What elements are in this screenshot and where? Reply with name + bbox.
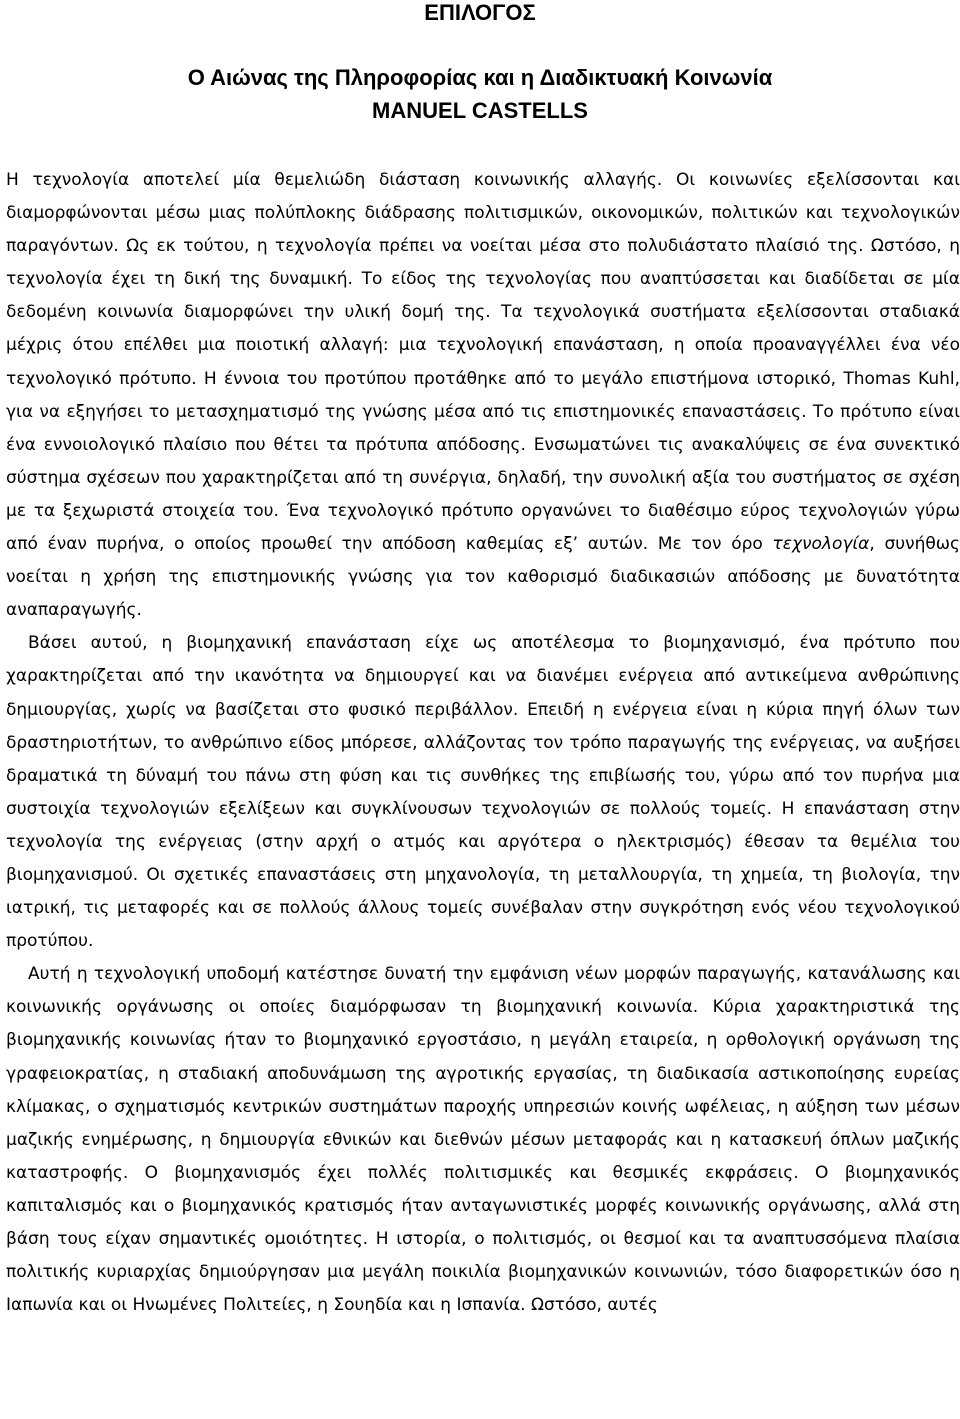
book-title: Ο Αιώνας της Πληροφορίας και η Διαδικτυακή Κοινωνία <box>187 65 773 90</box>
body-text <box>6 164 960 1322</box>
italic-term: τεχνολογία <box>772 534 870 555</box>
paragraph-1 <box>6 164 960 627</box>
epilogue-title: ΕΠΙΛΟΓΟΣ <box>424 0 536 25</box>
paragraph-1-text-end: , συνήθως νοείται η χρήση της επιστημονικής γνώσης για τον καθορισμό διαδικασιών απόδοσης με δυνατότητα αναπαραγωγής. <box>6 534 960 621</box>
author-name: MANUEL CASTELLS <box>372 98 588 123</box>
paragraph-3: Αυτή η τεχνολογική υποδομή κατέστησε δυνατή την εμφάνιση νέων μορφών παραγωγής, κατανάλωσης και κοινωνικής οργάνωσης οι οποίες διαμόρφωσαν τη βιομηχανική κοινωνία. Κύρια χαρακτηριστικά της βιομηχανικής κοινωνίας ήταν το βιομηχανικό εργοστάσιο, η μεγάλη εταιρεία, η ορθολογική οργάνωση της γραφειοκρατίας, η σταδιακή αποδυνάμωση της αγροτικής εργασίας, τη διαδικασία αστικοποίησης ευρείας κλίμακας, ο σχηματισμός κεντρικών συστημάτων παροχής υπηρεσιών κοινής ωφέλειας, η αύξηση των μέσων μαζικής ενημέρωσης, η δημιουργία εθνικών και διεθνών μέσων μεταφοράς και η κατασκευή όπλων μαζικής καταστροφής. Ο βιομηχανισμός έχει πολλές πολιτισμικές και θεσμικές εκφράσεις. Ο βιομηχανικός καπιταλισμός και ο βιομηχανικός κρατισμός ήταν ανταγωνιστικές μορφές κοινωνικής οργάνωσης, αλλά στη βάση τους είχαν σημαντικές ομοιότητες. Η ιστορία, ο πολιτισμός, οι θεσμοί και τα αναπτυσσόμενα πλαίσια πολιτικής κυριαρχίας δημιούργησαν μια μεγάλη ποικιλία βιομηχανικών κοινωνιών, τόσο διαφορετικών όσο η Ιαπωνία και οι Ηνωμένες Πολιτείες, η Σουηδία και η Ισπανία. Ωστόσο, αυτές <box>6 964 960 1316</box>
paragraph-2: Βάσει αυτού, η βιομηχανική επανάσταση είχε ως αποτέλεσμα το βιομηχανισμό, ένα πρότυπο που χαρακτηρίζεται από την ικανότητα να δημιουργεί και να διανέμει ενέργεια από αντικείμενα ανθρώπινης δημιουργίας, χωρίς να βασίζεται στο φυσικό περιβάλλον. Επειδή η ενέργεια είναι η κύρια πηγή όλων των δραστηριοτήτων, το ανθρώπινο είδος μπόρεσε, αλλάζοντας τον τρόπο παραγωγής της ενέργειας, να αυξήσει δραματικά τη δύναμή του πάνω στη φύση και τις συνθήκες της επιβίωσής του, γύρω από τον πυρήνα μια συστοιχία τεχνολογιών εξελίξεων και συγκλίνουσων τεχνολογιών σε πολλούς τομείς. Η επανάσταση στην τεχνολογία της ενέργειας (στην αρχή ο ατμός και αργότερα ο ηλεκτρισμός) έθεσαν τα θεμέλια του βιομηχανισμού. Οι σχετικές επαναστάσεις στη μηχανολογία, τη μεταλλουργία, τη χημεία, τη βιολογία, την ιατρική, τις μεταφορές και σε πολλούς άλλους τομείς συνέβαλαν στην συγκρότηση ενός νέου τεχνολογικού προτύπου. <box>6 633 960 952</box>
paragraph-1-text: Η τεχνολογία αποτελεί μία θεμελιώδη διάσταση κοινωνικής αλλαγής. Οι κοινωνίες εξελίσσονται και διαμορφώνονται μέσω μιας πολύπλοκης διάδρασης πολιτισμικών, οικονομικών, πολιτικών και τεχνολογικών παραγόντων. Ως εκ τούτου, η τεχνολογία πρέπει να νοείται μέσα στο πολυδιάστατο πλαίσιό της. Ωστόσο, η τεχνολογία έχει τη δική της δυναμική. Το είδος της τεχνολογίας που αναπτύσσεται και διαδίδεται σε μία δεδομένη κοινωνία διαμορφώνει την υλική δομή της. Τα τεχνολογικά συστήματα εξελίσσονται σταδιακά μέχρις ότου επέλθει μια ποιοτική αλλαγή: μια τεχνολογική επανάσταση, η οποία προαναγγέλλει ένα νέο τεχνολογικό πρότυπο. Η έννοια του προτύπου προτάθηκε από το μεγάλο επιστήμονα ιστορικό, Thomas Kuhl, για να εξηγήσει το μετασχηματισμό της γνώσης μέσα από τις επιστημονικές επαναστάσεις. Το πρότυπο είναι ένα εννοιολογικό πλαίσιο που θέτει τα πρότυπα απόδοσης. Ενσωματώνει τις ανακαλύψεις σε ένα συνεκτικό σύστημα σχέσεων που χαρακτηρίζεται από τη συνέργια, δηλαδή, την συνολική αξία του συστήματος σε σχέση με τα ξεχωριστά στοιχεία του. Ένα τεχνολογικό πρότυπο οργανώνει το διαθέσιμο εύρος τεχνολογιών γύρω από έναν πυρήνα, ο οποίος προωθεί την απόδοση καθεμίας εξ’ αυτών. Με τον όρο <box>6 170 960 555</box>
